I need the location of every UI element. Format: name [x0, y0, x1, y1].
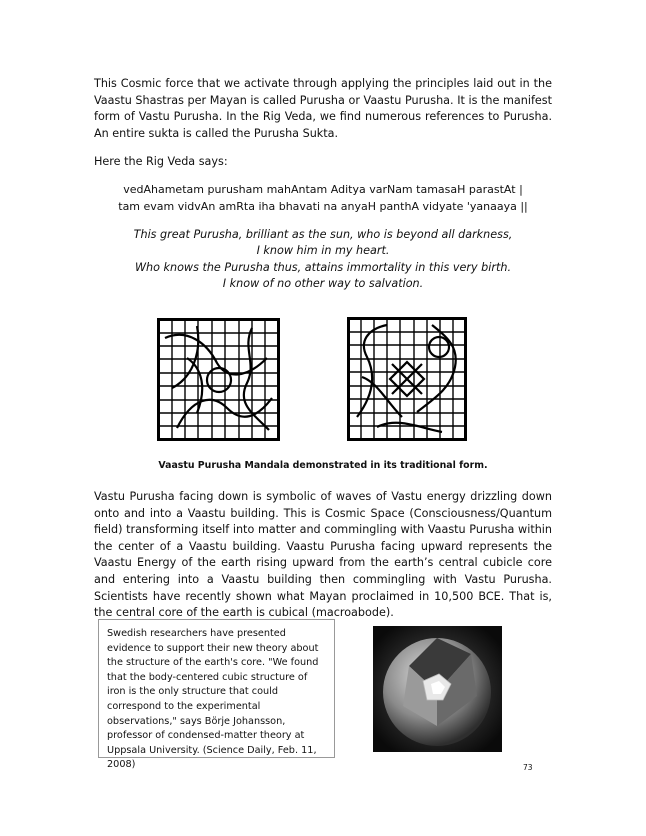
sanskrit-line: tam evam vidvAn amRta iha bhavati na anyaH panthA vidyate 'yanaaya || [118, 200, 528, 213]
earth-core-cutaway-image [373, 626, 502, 752]
vaastu-purusha-mandala-up [347, 317, 467, 441]
translation-line: I know him in my heart. [256, 244, 390, 258]
verse-translation [94, 227, 552, 293]
rig-veda-intro: Here the Rig Veda says: [94, 155, 228, 168]
figure-caption: Vaastu Purusha Mandala demonstrated in its traditional form. [158, 460, 488, 471]
intro-paragraph: This Cosmic force that we activate through applying the principles laid out in the Vaastu Shastras per Mayan is called Purusha or Vaastu Purusha. It is the manifest form of Vastu Purusha. In the Rig Veda, we find numerous references to Purusha. An entire sukta is called the Purusha Sukta. [94, 77, 552, 140]
translation-line: Who knows the Purusha thus, attains immortality in this very birth. [134, 260, 512, 274]
vaastu-purusha-mandala-down [157, 318, 280, 441]
sanskrit-line: vedAhametam purusham mahAntam Aditya varNam tamasaH parastAt | [123, 183, 523, 196]
page-number: 73 [523, 763, 533, 772]
translation-line: This great Purusha, brilliant as the sun, who is beyond all darkness, [133, 228, 513, 241]
translation-line: I know of no other way to salvation. [222, 277, 424, 291]
sanskrit-verse [94, 181, 552, 215]
sidebar-quote-box: Swedish researchers have presented evidence to support their new theory about the structure of the earth's core. "We found that the body-centered cubic structure of iron is the only structure that could correspond to the experimental observations," says Börje Johansson, professor of condensed-matter theory at Uppsala University. (Science Daily, Feb. 11, 2008) [98, 619, 335, 758]
vastu-energy-paragraph: Vastu Purusha facing down is symbolic of waves of Vastu energy drizzling down onto and into a Vaastu building. This is Cosmic Space (Consciousness/Quantum field) transforming itself into matter and commingling with Vaastu Purusha within the center of a Vaastu building. Vaastu Purusha facing upward represents the Vaastu Energy of the earth rising upward from the earth’s central cubicle core and entering into a Vaastu building then commingling with Vastu Purusha. Scientists have recently shown what Mayan proclaimed in 10,500 BCE. That is, the central core of the earth is cubical (macroabode). [94, 490, 552, 620]
